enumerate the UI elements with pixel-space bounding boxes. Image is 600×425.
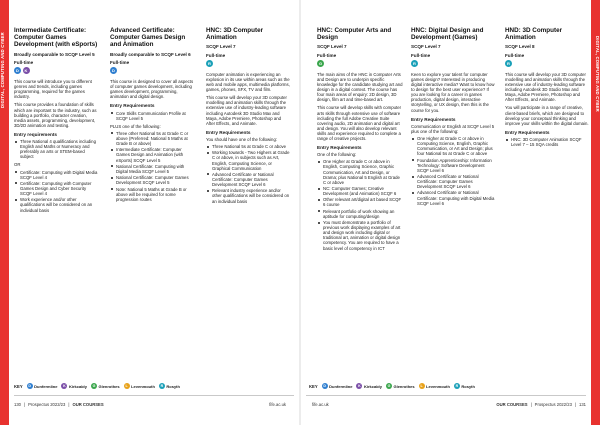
requirement-item: NC: Computer Games; Creative Development (and Animation) SCQF 6 <box>323 186 403 196</box>
course-description: This course provides a foundation of skills which are important to the industry, such as building a portfolio, character creation, media assets, programming, development, 3D/2D animation and testing. <box>14 102 97 128</box>
campus-badge: D <box>110 67 117 74</box>
requirements-connector: Communication or English at SCQF Level 5 plus one of the following: <box>411 123 495 134</box>
campus-badge: R <box>206 60 213 67</box>
requirement-item: Advanced Certificate or National Certificate: Computing with Digital Media SCQF Level 6 <box>417 190 495 206</box>
footer-right: fife.ac.uk OUR COURSES | Prospectus 2022/23 | 131 <box>312 401 586 407</box>
section-label-left: DIGITAL, COMPUTING AND CYBER <box>0 32 5 108</box>
campus-key-badge: D <box>28 384 31 388</box>
prospectus-label-right: Prospectus 2022/23 <box>534 401 572 407</box>
requirement-item: Other relevant art/digital art based SCQF 6 course <box>323 197 402 208</box>
course-description: The main aims of the HNC in Computer Arts and Design are to underpin specific knowledge for the candidate studying art and design in a digital context. The course has four main areas of enquiry: 2D design, 3D design, film art and time-based art. <box>317 71 403 103</box>
campus-key-right <box>309 383 475 389</box>
course-title: HNC: Computer Arts and Design <box>317 27 392 42</box>
key-item <box>91 383 120 389</box>
requirement-item: Three National 4 qualifications including English and Maths or Numeracy and preferably an arts or STEM-based subject <box>20 139 98 159</box>
campus-badge: R <box>411 60 418 67</box>
campus-badges <box>206 60 290 67</box>
requirements-list <box>317 159 403 250</box>
requirement-item: Advanced Certificate or National Certificate: Computer Games Development SCQF Level 6 <box>212 172 290 187</box>
requirement-item: Certificate: Computing with Computer Games Design and Cyber Security SCQF Level 4 <box>20 181 98 196</box>
study-mode: Full-time <box>206 52 226 58</box>
campus-name: Kirkcaldy <box>363 383 382 389</box>
course-description: Computer animation is experiencing an explosion in its use within areas such as the web and mobile apps, multimedia platforms, games, phones, SFX, TV and film. <box>206 71 290 93</box>
course-title: HNC: Digital Design and Development (Games) <box>411 27 484 42</box>
campus-key-badge: K <box>63 384 66 388</box>
key-item <box>61 383 87 389</box>
entry-requirements-heading: Entry Requirements <box>206 129 251 135</box>
section-name-left: OUR COURSES <box>72 401 104 407</box>
section-label-right: DIGITAL, COMPUTING AND CYBER <box>595 36 600 112</box>
requirement-item: One Higher at Grade C or above in Computing Science, English, Graphic Communication, or Art and Design; plus four National 5s at Grade C or above <box>417 136 495 156</box>
campus-name: Levenmouth <box>131 383 155 389</box>
course-description: You will participate in a range of creative, client-based briefs, which are designed to develop your conceptual thinking and improve your skills within the digital domain. <box>505 105 589 126</box>
section-spine-left <box>0 0 9 425</box>
key-item <box>159 383 180 389</box>
requirements-list <box>14 139 98 159</box>
campus-key-badge: L <box>420 384 423 388</box>
requirements-connector: PLUS one of the following: <box>110 123 161 129</box>
campus-name: Rosyth <box>166 383 180 389</box>
course-column <box>411 27 495 209</box>
requirement-item: Working towards - Two Highers at Grade C or above, in subjects such as Art, English, Computing Science, or Graphical Communication <box>212 150 290 171</box>
course-title: HNC: 3D Computer Animation <box>206 27 264 42</box>
requirements-list <box>110 111 194 121</box>
course-column <box>317 27 403 254</box>
course-column <box>14 27 98 216</box>
scqf-level: SCQF Level 7 <box>317 44 347 50</box>
page-number-right: 131 <box>579 401 586 407</box>
course-description: This course will introduce you to different genres and trends, including games programming, required for the games industry. <box>14 79 92 100</box>
entry-requirements-heading: Entry requirements <box>14 131 57 137</box>
course-column <box>505 27 589 150</box>
footer-left: 130 | Prospectus 2022/23 | OUR COURSES fife.ac.uk <box>14 401 286 407</box>
campus-name: Dunfermline <box>329 383 353 389</box>
requirement-item: Foundation Apprenticeship: Information Technology: Software Development SCQF Level 6 <box>417 158 495 173</box>
key-label: KEY <box>14 383 23 389</box>
campus-badge: R <box>505 60 512 67</box>
footer-rule-right <box>306 395 586 396</box>
requirement-item: Work experience and/or other qualifications will be considered on an individual basis <box>20 197 98 212</box>
section-name-right: OUR COURSES <box>496 401 528 407</box>
campus-key-badge: G <box>387 384 391 388</box>
campus-name: Glenrothes <box>393 383 415 389</box>
course-description: This course will develop your 3D computer modelling and animation skills through the extensive use of industry-leading software including Autodesk 3D Studio Max and Maya, Adobe Premiere, Photoshop and After Effects, and Animate. <box>505 71 586 103</box>
requirements-list <box>14 170 98 213</box>
campus-badges <box>505 60 589 67</box>
scqf-level: SCQF Level 7 <box>411 44 441 50</box>
scqf-level: Broadly comparable to SCQF Level 6 <box>110 51 191 57</box>
campus-name: Rosyth <box>461 383 475 389</box>
campus-badges <box>317 60 403 67</box>
course-title: HND: 3D Computer Animation <box>505 27 563 42</box>
campus-badge: G <box>318 60 323 66</box>
campus-badge: D <box>14 67 21 74</box>
key-item <box>386 383 415 389</box>
requirement-item: Advanced Certificate or National Certificate: Computer Games Development SCQF Level 6 <box>417 174 495 189</box>
key-item <box>454 383 475 389</box>
requirements-connector: You should have one of the following: <box>206 136 278 142</box>
entry-requirements-heading: Entry Requirements <box>411 116 456 122</box>
key-label: KEY <box>309 383 318 389</box>
study-mode: Full-time <box>14 60 34 66</box>
scqf-level: Broadly comparable to SCQF Level 5 <box>14 51 95 57</box>
campus-name: Levenmouth <box>426 383 450 389</box>
section-spine-right <box>591 0 600 425</box>
requirement-item: Certificate: Computing with Digital Media SCQF Level 4 <box>20 169 98 180</box>
course-title: Advanced Certificate: Computer Games Design and Animation <box>110 27 186 49</box>
requirements-connector: OR <box>14 162 21 168</box>
key-item <box>419 383 450 389</box>
campus-name: Kirkcaldy <box>68 383 87 389</box>
campus-badges <box>110 67 194 74</box>
entry-requirements-heading: Entry Requirements <box>317 145 362 151</box>
campus-key-badge: R <box>455 384 459 388</box>
requirement-item: Intermediate Certificate: Computer Games Design and Animation (with eSports) SCQF Level 5 <box>116 147 194 162</box>
website-link-left[interactable]: fife.ac.uk <box>269 401 286 407</box>
requirement-item: Core Skills Communication Profile at SCQF Level 5 <box>116 111 194 121</box>
campus-badges <box>411 60 495 67</box>
campus-key-left <box>14 383 180 389</box>
course-description: This course will develop skills with computer arts skills through extensive use of software including the full Adobe Creative Suite covering audio, 2D animation and digital art and design. You will also develop relevant skills and experience required to complete a range of creative projects. <box>317 105 402 142</box>
requirements-list <box>110 131 194 202</box>
requirements-connector: One of the following: <box>317 152 357 158</box>
campus-key-badge: R <box>160 384 164 388</box>
key-item <box>322 383 353 389</box>
campus-key-badge: G <box>92 384 96 388</box>
requirement-item: One Higher at Grade C or above in English, Computing Science, Graphic Communication, Art and Design, or Drama; plus National 5 English at Grade C or above <box>323 159 403 184</box>
campus-name: Glenrothes <box>98 383 120 389</box>
entry-requirements-heading: Entry Requirements <box>505 129 550 135</box>
study-mode: Full-time <box>317 52 337 58</box>
campus-badge: K <box>23 67 30 74</box>
requirement-item: HNC: 3D Computer Animation SCQF Level 7 – 15 SQA credits <box>511 137 589 147</box>
course-description: This course will develop your 3D computer modelling and animation skills through the extensive use of industry-leading software including Autodesk 3D Studio Max and Maya, Adobe Premiere, Photoshop and After Effects, and Animate. <box>206 95 287 126</box>
campus-key-badge: K <box>358 384 361 388</box>
campus-badges <box>14 67 98 74</box>
course-description: This course is designed to cover all aspects of computer games development, including games development, programming, animation and digital design. <box>110 79 194 100</box>
scqf-level: SCQF Level 7 <box>206 44 236 50</box>
study-mode: Full-time <box>505 52 525 58</box>
course-column <box>206 27 290 207</box>
footer-rule-left <box>14 395 294 396</box>
course-description: Keen to explore your talent for computer games design? Interested in producing digital interactive media? Want to know how to design for the best user experience? If you are looking for a career in games production, digital design, interactive storytelling, or UX design, then this is the course for you. <box>411 71 495 113</box>
key-item <box>124 383 155 389</box>
requirement-item: Three National 5s at Grade C or above <box>212 144 290 149</box>
study-mode: Full-time <box>110 60 130 66</box>
entry-requirements-heading: Entry Requirements <box>110 103 155 109</box>
requirement-item: Note: National 5 Maths at Grade B or above will be required for some progression routes <box>116 187 194 202</box>
requirement-item: National Certificate: Computing with Digital Media SCQF Level 5 <box>116 164 194 174</box>
requirement-item: National Certificate: Computer Games Development SCQF Level 5 <box>116 175 194 185</box>
campus-key-badge: L <box>125 384 128 388</box>
requirements-list <box>505 137 589 147</box>
prospectus-label-left: Prospectus 2022/23 <box>28 401 66 407</box>
requirement-item: Relevant portfolio of work showing an aptitude for computing/design <box>323 209 403 219</box>
campus-key-badge: D <box>323 384 326 388</box>
key-item <box>27 383 58 389</box>
requirements-list <box>206 144 290 204</box>
campus-name: Dunfermline <box>34 383 58 389</box>
page-number-left: 130 <box>14 401 21 407</box>
requirement-item: You must demonstrate a portfolio of previous work displaying examples of art and design work including digital or traditional art, animation or digital design competency. You are required to have a basic level of competency in ICT <box>323 220 403 251</box>
page-gutter <box>299 0 301 425</box>
requirement-item: Three other National 5s at Grade C or above (Preferred: National 5 Maths at Grade B or above) <box>116 131 194 146</box>
requirements-list <box>411 136 495 206</box>
course-column <box>110 27 194 205</box>
requirement-item: Relevant industry experience and/or other qualifications will be considered on an individual basis <box>212 188 290 204</box>
course-title: Intermediate Certificate: Computer Games Development (with eSports) <box>14 27 98 49</box>
website-link-right[interactable]: fife.ac.uk <box>312 401 329 407</box>
key-item <box>356 383 382 389</box>
scqf-level: SCQF Level 8 <box>505 44 535 50</box>
study-mode: Full-time <box>411 52 431 58</box>
